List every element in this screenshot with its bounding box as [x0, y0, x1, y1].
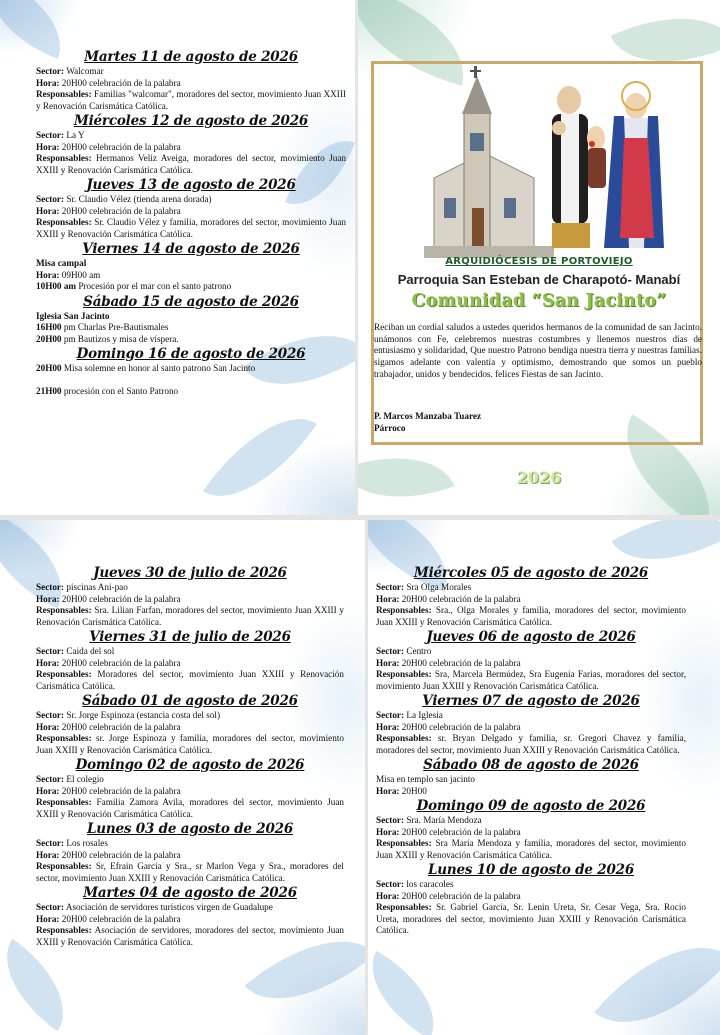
detail-text: Sra María Mendoza y familia, moradores del sector, movimiento Juan XXIII y Renovación Carismática Católica. [376, 838, 686, 860]
detail-label: Hora: [376, 593, 400, 604]
event-detail-line [36, 669, 344, 692]
event-detail-line [36, 217, 346, 240]
detail-label: Responsables: [36, 861, 92, 871]
detail-label: Responsables: [36, 669, 92, 679]
detail-label: Responsables: [36, 605, 92, 615]
detail-text: Familias "walcomar", moradores del sector, movimiento Juan XXIII y Renovación Carismática Católica. [36, 89, 346, 111]
detail-label: Hora: [36, 913, 60, 924]
detail-label: Hora: [376, 890, 400, 901]
event-detail-line [36, 925, 344, 948]
detail-label: 20H00 [36, 333, 62, 344]
detail-text: Misa solemne en honor al santo patrono San Jacinto [61, 363, 256, 373]
detail-label: Hora: [36, 141, 60, 152]
community-title: Comunidad “San Jacinto” [411, 291, 667, 311]
event-date-heading: Jueves 06 de agosto de 2026 [426, 629, 636, 645]
leaf-decoration [368, 951, 454, 1035]
detail-label: Sector: [36, 774, 65, 784]
event-detail-line [376, 710, 686, 722]
detail-label: Responsables: [376, 838, 432, 848]
detail-text: Sr. Claudio Vélez y familia, moradores del sector, movimiento Juan XXIII y Renovación Carismática Católica. [36, 217, 346, 239]
event-detail-line [36, 270, 346, 282]
detail-text: La Y [64, 130, 85, 140]
event-detail-line [376, 582, 686, 594]
detail-text: Familia Zamora Avila, moradores del sector, movimiento Juan XXIII y Renovación Carismática Católica. [36, 797, 344, 819]
event-detail-line [36, 206, 346, 218]
line-spacer [36, 375, 346, 386]
event-detail-line [376, 902, 686, 937]
detail-text: 20H00 celebración de la palabra [59, 593, 181, 604]
detail-text: 20H00 celebración de la palabra [59, 205, 181, 216]
detail-text: Sr, Efrain García y Sra., sr Marlon Vega y Sra., moradores del sector, movimiento Juan XXIII y Renovación Carismática Católica. [36, 861, 344, 883]
detail-label: Responsables: [36, 89, 92, 99]
event-detail-line [36, 311, 346, 323]
detail-text: pm Charlas Pre-Bautismales [61, 322, 169, 332]
detail-label: Sector: [36, 902, 65, 912]
event-detail-line [36, 582, 344, 594]
detail-text: pm Bautizos y misa de víspera. [61, 333, 179, 344]
detail-label: Hora: [36, 849, 60, 860]
event-detail-line [376, 646, 686, 658]
detail-label: 16H00 [36, 322, 62, 332]
detail-label: Sector: [36, 646, 65, 656]
event-detail-line [36, 66, 346, 78]
event-date-heading: Sábado 15 de agosto de 2026 [83, 293, 299, 310]
event-detail-line [36, 914, 344, 926]
detail-label: Sector: [36, 66, 65, 76]
detail-text: sr. Bryan Delgado y familia, sr. Gregori Chavez y familia, moradores del sector, movimiento Juan XXIII y Renovación Carismática Católica. [376, 733, 686, 755]
event-detail-line [376, 605, 686, 628]
event-detail-line [36, 658, 344, 670]
detail-text: Sra. María Mendoza [404, 815, 482, 825]
detail-label: 21H00 [36, 385, 62, 396]
event-date-heading: Miércoles 12 de agosto de 2026 [73, 113, 309, 129]
event-detail-line [36, 130, 346, 142]
event-date-heading: Martes 11 de agosto de 2026 [84, 49, 298, 65]
detail-label: Hora: [36, 269, 60, 280]
signature-role: Párroco [374, 423, 406, 433]
detail-label: Sector: [376, 879, 405, 889]
event-detail-line [36, 322, 346, 334]
event-detail-line [36, 850, 344, 862]
detail-text: 20H00 celebración de la palabra [59, 913, 181, 924]
schedule-list [376, 564, 686, 937]
detail-text: Misa en templo san jacinto [376, 774, 475, 784]
detail-text: 20H00 [399, 785, 427, 796]
signature-name: P. Marcos Manzaba Tuarez [374, 411, 482, 421]
event-detail-line [36, 281, 346, 293]
detail-label: Sector: [376, 815, 405, 825]
detail-label: Sector: [36, 130, 65, 140]
event-detail-line [376, 774, 686, 786]
event-detail-line [36, 710, 344, 722]
detail-label: Sector: [36, 838, 65, 848]
detail-text: Moradores del sector, movimiento Juan XXIII y Renovación Carismática Católica. [36, 669, 344, 691]
detail-text: Sra, Marcela Bermúdez, Sra Eugenia Farias, moradores del sector, movimiento Juan XXIII y Renovación Carismática Católica. [376, 669, 686, 691]
event-date-heading: Martes 04 de agosto de 2026 [83, 885, 297, 901]
event-detail-line [36, 594, 344, 606]
detail-label: Misa campal [36, 258, 87, 268]
archdiocese-heading: ARQUIDIÓCESIS DE PORTOVIEJO [445, 256, 633, 267]
event-date-heading: Miércoles 05 de agosto de 2026 [413, 565, 649, 581]
parish-heading: Parroquia San Esteban de Charapotó- Manabí [397, 272, 681, 287]
detail-text: procesión con el Santo Patrono [61, 385, 179, 396]
detail-text: Sra Olga Morales [404, 582, 472, 592]
event-detail-line [376, 815, 686, 827]
event-date-heading: Sábado 01 de agosto de 2026 [82, 693, 298, 709]
detail-text: 20H00 celebración de la palabra [399, 826, 521, 837]
event-detail-line [376, 838, 686, 861]
detail-label: Responsables: [376, 733, 432, 743]
detail-text: Sr. Claudio Vélez (tienda arena dorada) [64, 194, 212, 204]
detail-label: Hora: [36, 721, 60, 732]
detail-label: Sector: [376, 582, 405, 592]
event-detail-line [36, 797, 344, 820]
event-date-heading: Domingo 02 de agosto de 2026 [75, 757, 305, 773]
detail-text: 20H00 celebración de la palabra [59, 141, 181, 152]
detail-label: Responsables: [36, 733, 92, 743]
event-detail-line [36, 153, 346, 176]
schedule-panel-bottom-right [368, 520, 720, 1035]
detail-text: Asociación de servidores turísticos virgen de Guadalupe [64, 902, 273, 912]
event-detail-line [36, 838, 344, 850]
detail-text: 20H00 celebración de la palabra [59, 785, 181, 796]
event-detail-line [36, 902, 344, 914]
detail-label: 20H00 [36, 363, 62, 373]
detail-text: 20H00 celebración de la palabra [59, 849, 181, 860]
detail-label: Sector: [36, 582, 65, 592]
detail-label: Hora: [36, 205, 60, 216]
detail-text: 20H00 celebración de la palabra [399, 721, 521, 732]
detail-text: Procesión por el mar con el santo patrono [76, 281, 232, 291]
event-detail-line [36, 733, 344, 756]
detail-label: 10H00 am [36, 281, 77, 291]
detail-label: Hora: [376, 721, 400, 732]
event-detail-line [36, 774, 344, 786]
event-date-heading: Domingo 16 de agosto de 2026 [76, 346, 306, 362]
event-detail-line [36, 142, 346, 154]
detail-label: Sector: [36, 710, 65, 720]
detail-text: Centro [404, 646, 432, 656]
detail-text: sr. Jorge Espinoza y familia, moradores del sector, movimiento Juan XXIII y Renovación Carismática Católica. [36, 733, 344, 755]
detail-text: Sra. Lilian Farfan, moradores del sector, movimiento Juan XXIII y Renovación Carismática Católica. [36, 605, 344, 627]
detail-text: Caida del sol [64, 646, 115, 656]
schedule-panel-top-left [0, 0, 355, 515]
detail-text: Sr. Jorge Espinoza (estancia costa del sol) [64, 710, 221, 720]
schedule-list [36, 564, 344, 948]
event-detail-line [376, 827, 686, 839]
detail-text: Sr. Gabriel García, Sr. Lenin Ureta, Sr. Cesar Vega, Sra. Rocio Ureta, moradores del sector, movimiento Juan XXIII y Renovación Carismática Católica. [376, 902, 686, 935]
event-detail-line [36, 861, 344, 884]
event-detail-line [376, 722, 686, 734]
event-detail-line [376, 733, 686, 756]
event-date-heading: Sábado 08 de agosto de 2026 [423, 757, 639, 773]
event-detail-line [376, 658, 686, 670]
event-detail-line [36, 722, 344, 734]
detail-text: Los rosales [64, 838, 108, 848]
detail-text: El colegio [64, 774, 104, 784]
detail-label: Hora: [36, 657, 60, 668]
detail-text: Asociación de servidores, moradores del sector, movimiento Juan XXIII y Renovación Carismática Católica. [36, 925, 344, 947]
event-detail-line [36, 89, 346, 112]
event-date-heading: Viernes 07 de agosto de 2026 [422, 693, 640, 709]
detail-label: Sector: [36, 194, 65, 204]
detail-label: Hora: [376, 657, 400, 668]
schedule-panel-bottom-left [0, 520, 365, 1035]
detail-text: Hermanos Veliz Aveiga, moradores del sector, movimiento Juan XXIII y Renovación Carismática Católica. [36, 153, 346, 175]
detail-text: 20H00 celebración de la palabra [399, 890, 521, 901]
event-detail-line [376, 786, 686, 798]
event-detail-line [36, 386, 346, 398]
event-detail-line [376, 891, 686, 903]
detail-label: Hora: [36, 77, 60, 88]
detail-text: 20H00 celebración de la palabra [59, 657, 181, 668]
leaf-decoration [0, 939, 86, 1032]
detail-label: Responsables: [36, 217, 92, 227]
detail-label: Hora: [376, 785, 400, 796]
event-detail-line [36, 78, 346, 90]
event-date-heading: Lunes 03 de agosto de 2026 [86, 821, 294, 837]
detail-text: Walcomar [64, 66, 104, 76]
detail-text: La Iglesia [404, 710, 443, 720]
event-detail-line [36, 334, 346, 346]
detail-label: Responsables: [36, 797, 92, 807]
detail-text: 09H00 am [59, 269, 101, 280]
church-and-saints-image [424, 58, 664, 258]
event-detail-line [36, 363, 346, 375]
detail-label: Responsables: [376, 902, 432, 912]
detail-text: 20H00 celebración de la palabra [59, 721, 181, 732]
event-detail-line [376, 879, 686, 891]
detail-label: Sector: [376, 710, 405, 720]
event-date-heading: Jueves 30 de julio de 2026 [93, 565, 287, 581]
detail-text: los caracoles [404, 879, 454, 889]
greeting-message: Reciban un cordial saludos a ustedes queridos hermanos de la comunidad de san Jacinto. unámonos con Fe, celebremos nuestras costumbres y llenemos nuestros días de entusiasmo y solidaridad, Que nuestro Patrono bendiga nuestra tierra y nuestras familias. sigamos adelante con valentía y optimismo, demostrando que somos un pueblo trabajador, unidos y bendecidos. felices Fiestas de san Jacinto. [374, 322, 702, 379]
detail-label: Hora: [376, 826, 400, 837]
event-detail-line [36, 605, 344, 628]
detail-label: Hora: [36, 785, 60, 796]
detail-text: Sra., Olga Morales y familia, moradores del sector, movimiento Juan XXIII y Renovación Carismática Católica. [376, 605, 686, 627]
event-date-heading: Domingo 09 de agosto de 2026 [416, 798, 646, 814]
signature [374, 410, 481, 434]
leaf-decoration [203, 393, 317, 515]
event-detail-line [376, 669, 686, 692]
detail-label: Responsables: [36, 925, 92, 935]
event-date-heading: Viernes 31 de julio de 2026 [89, 629, 291, 645]
event-date-heading: Jueves 13 de agosto de 2026 [86, 177, 296, 193]
event-detail-line [376, 594, 686, 606]
detail-label: Responsables: [36, 153, 92, 163]
event-detail-line [36, 646, 344, 658]
detail-label: Hora: [36, 593, 60, 604]
detail-text: 20H00 celebración de la palabra [59, 77, 181, 88]
detail-text: 20H00 celebración de la palabra [399, 593, 521, 604]
event-date-heading: Viernes 14 de agosto de 2026 [82, 241, 300, 257]
detail-text: 20H00 celebración de la palabra [399, 657, 521, 668]
detail-label: Iglesia San Jacinto [36, 310, 110, 321]
event-detail-line [36, 786, 344, 798]
year-label: 2026 [516, 468, 562, 487]
event-detail-line [36, 194, 346, 206]
title-panel [358, 0, 720, 515]
detail-label: Responsables: [376, 605, 432, 615]
schedule-list [36, 48, 346, 397]
detail-label: Responsables: [376, 669, 432, 679]
event-date-heading: Lunes 10 de agosto de 2026 [427, 862, 635, 878]
event-detail-line [36, 258, 346, 270]
detail-text: piscinas Ani-pao [64, 582, 128, 592]
detail-label: Sector: [376, 646, 405, 656]
